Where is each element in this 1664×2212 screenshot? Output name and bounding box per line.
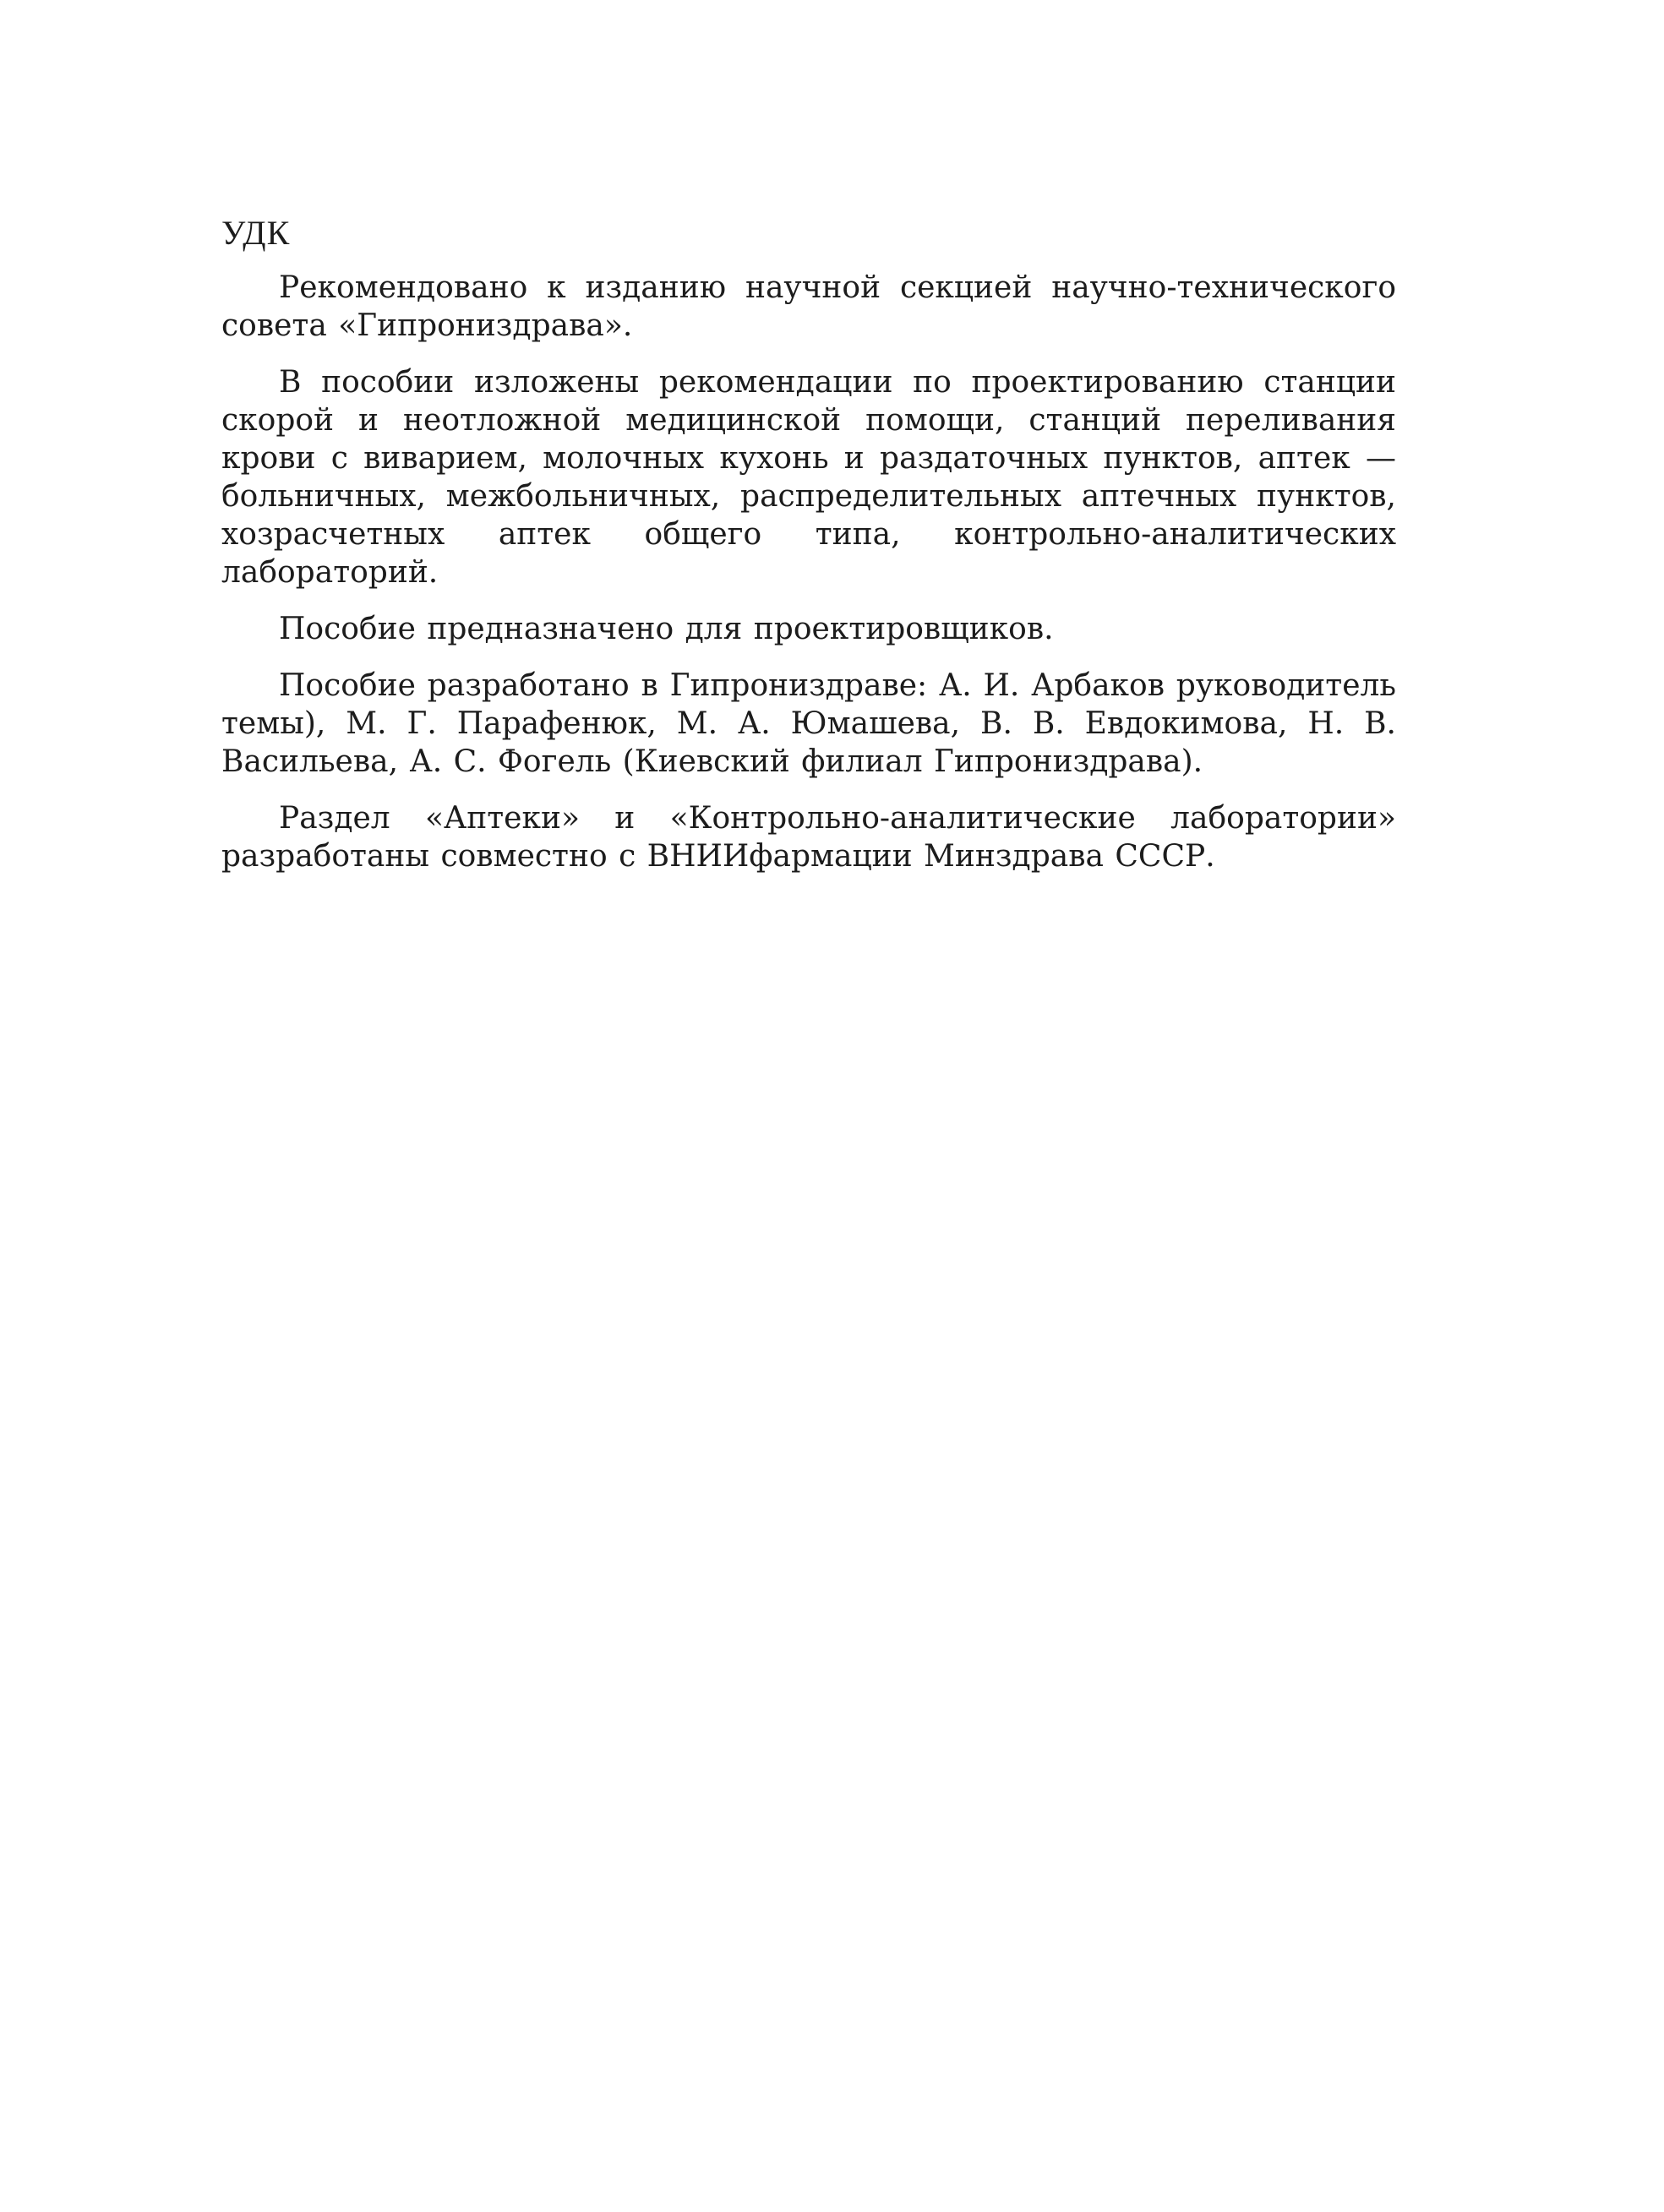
paragraph-joint-development: Раздел «Аптеки» и «Контрольно-аналитические лаборатории» разработаны совместно с ВНИИфармации Минздрава СССР. xyxy=(221,801,1396,874)
paragraph-audience: Пособие предназначено для проектировщиков. xyxy=(279,612,1054,646)
document-body xyxy=(221,213,1396,875)
paragraph-recommendation: Рекомендовано к изданию научной секцией научно-технического совета «Гипрониздрава». xyxy=(221,270,1396,343)
udk-label: УДК xyxy=(221,214,291,252)
paragraph-contents: В пособии изложены рекомендации по проектированию станции скорой и неотложной медицинской помощи, станций переливания крови с виварием, молочных кухонь и раздаточных пунктов, аптек — больничных, межбольничных, распределительных аптечных пунктов, хозрасчетных аптек общего типа, контрольно-аналитических лабораторий. xyxy=(221,365,1396,590)
paragraph-authors: Пособие разработано в Гипрониздраве: А. И. Арбаков руководитель темы), М. Г. Парафенюк, М. А. Юмашева, В. В. Евдокимова, Н. В. Васильева, А. С. Фогель (Киевский филиал Гипрониздрава). xyxy=(221,668,1396,779)
